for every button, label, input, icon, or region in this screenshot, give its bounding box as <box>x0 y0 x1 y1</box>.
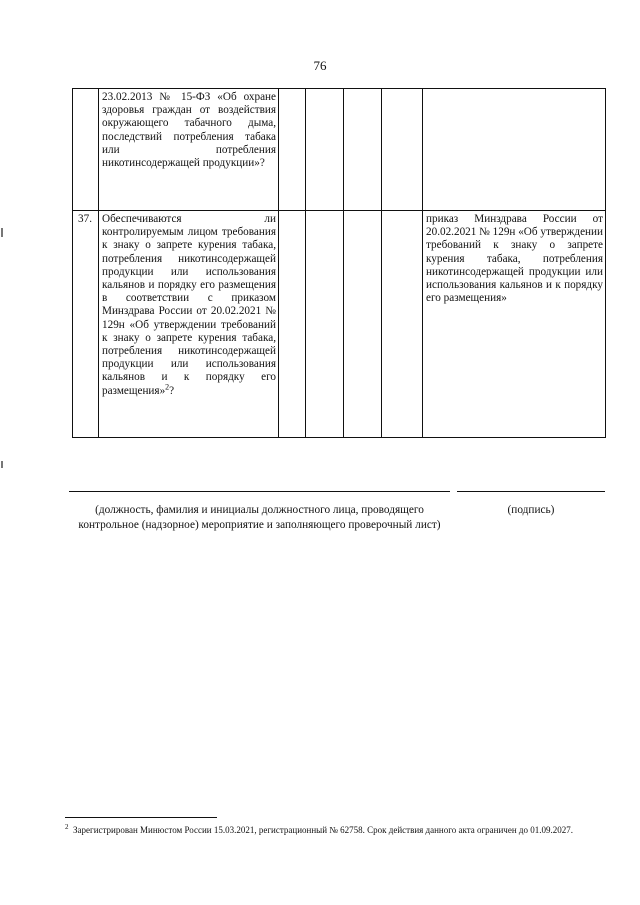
footnote-reference: 2 <box>165 381 170 391</box>
official-caption: (должность, фамилия и инициалы должностного лица, проводящего контрольное (надзорное) мероприятие и заполняющего проверочный лист) <box>78 504 441 531</box>
answer-cell-yes[interactable] <box>279 89 306 211</box>
answer-cell-no[interactable] <box>306 211 344 438</box>
scan-edge-mark <box>1 228 3 237</box>
requirement-cell <box>99 211 279 438</box>
answer-cell-na[interactable] <box>344 89 382 211</box>
answer-cell-yes[interactable] <box>279 211 306 438</box>
footnote-text: Зарегистрирован Минюстом России 15.03.2021, регистрационный № 62758. Срок действия данного акта ограничен до 01.09.2027. <box>73 825 573 835</box>
page-number: 76 <box>313 58 327 73</box>
table-row <box>73 89 606 211</box>
checklist-table <box>72 88 606 438</box>
notes-cell[interactable] <box>382 89 423 211</box>
footnote-separator <box>65 817 217 818</box>
legal-basis-cell <box>423 89 606 211</box>
official-signature-line <box>69 491 450 492</box>
table-row <box>73 211 606 438</box>
requirement-cell <box>99 89 279 211</box>
footnote <box>65 824 605 837</box>
requirement-text-end: ? <box>169 384 175 397</box>
footnote-marker: 2 <box>65 823 69 831</box>
requirement-text: Обеспечиваются ли контролируемым лицом требования к знаку о запрете курения табака, потребления никотинсодержащей продукции или использования кальянов и порядку его размещения в соответствии с приказом Минздрава России от 20.02.2021 № 129н «Об утверждении требований к знаку о запрете курения табака, потребления никотинсодержащей продукции или использования кальянов и к порядку его размещения» <box>102 213 276 397</box>
requirement-text: 23.02.2013 № 15-ФЗ «Об охране здоровья граждан от воздействия окружающего табачного дыма, последствий потребления табака или потребления никотинсодержащей продукции»? <box>102 91 276 170</box>
answer-cell-no[interactable] <box>306 89 344 211</box>
signature-line <box>457 491 605 492</box>
row-number <box>73 89 99 211</box>
answer-cell-na[interactable] <box>344 211 382 438</box>
signature-caption: (подпись) <box>507 504 555 516</box>
notes-cell[interactable] <box>382 211 423 438</box>
row-number: 37. <box>73 211 99 438</box>
legal-basis-cell: приказ Минздрава России от 20.02.2021 № 129н «Об утверждении требований к знаку о запрете курения табака, потребления никотинсодержащей продукции или использования кальянов и к порядку его размещения» <box>423 211 606 438</box>
scan-edge-mark <box>1 461 3 468</box>
